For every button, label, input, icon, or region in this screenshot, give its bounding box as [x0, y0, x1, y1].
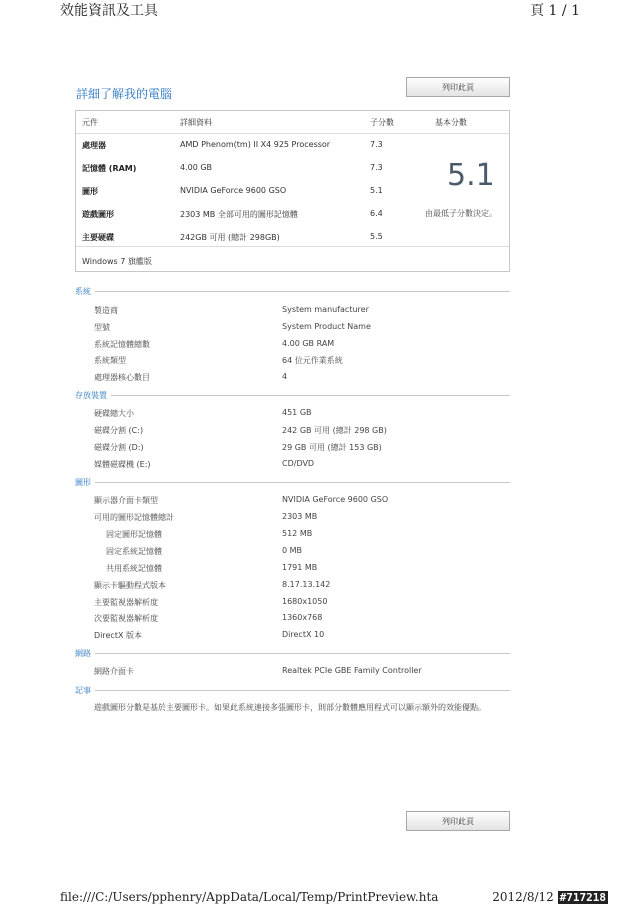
system-cores-label: 處理器核心數目 — [94, 373, 150, 382]
page-title: 詳細了解我的電腦 — [76, 87, 173, 101]
subscore-graphics: 5.1 — [370, 186, 383, 195]
section-divider — [75, 482, 510, 483]
system-model-value: System Product Name — [282, 322, 371, 331]
storage-total-value: 451 GB — [282, 408, 312, 417]
graphics-secondary-res-value: 1360x768 — [282, 613, 323, 622]
graphics-primary-res-label: 主要監視器解析度 — [94, 598, 158, 607]
col-header-subscore: 子分數 — [370, 118, 394, 127]
detail-ram: 4.00 GB — [180, 163, 213, 172]
section-network-label: 網路 — [75, 648, 95, 659]
section-system — [75, 286, 510, 296]
detail-primary-disk: 242GB 可用 (總計 298GB) — [180, 233, 280, 242]
section-graphics-label: 圖形 — [75, 477, 95, 488]
system-cores-value: 4 — [282, 372, 288, 381]
system-memory-value: 4.00 GB RAM — [282, 339, 335, 348]
storage-e-label: 媒體磁碟機 (E:) — [94, 460, 151, 469]
windows-edition: Windows 7 旗艦版 — [82, 257, 152, 266]
component-graphics: 圖形 — [82, 187, 98, 196]
print-footer-date — [492, 890, 608, 904]
watermark: #717218 — [559, 891, 606, 904]
section-system-label: 系統 — [75, 286, 95, 297]
system-memory-label: 系統記憶體總數 — [94, 340, 150, 349]
section-graphics — [75, 477, 510, 487]
detail-graphics: NVIDIA GeForce 9600 GSO — [180, 186, 287, 195]
storage-c-value: 242 GB 可用 (總計 298 GB) — [282, 426, 387, 435]
section-notes — [75, 685, 510, 695]
section-storage-label: 存放裝置 — [75, 390, 111, 401]
print-page-button-bottom[interactable]: 列印此頁 — [406, 811, 510, 831]
system-manufacturer-value: System manufacturer — [282, 305, 369, 314]
system-manufacturer-label: 製造商 — [94, 306, 118, 315]
graphics-shared-memory-label: 共用系統記憶體 — [106, 564, 162, 573]
component-gaming-graphics: 遊戲圖形 — [82, 210, 114, 219]
section-divider — [75, 291, 510, 292]
graphics-secondary-res-label: 次要監視器解析度 — [94, 614, 158, 623]
graphics-system-memory-label: 固定系統記憶體 — [106, 547, 162, 556]
section-storage — [75, 390, 510, 400]
storage-d-value: 29 GB 可用 (總計 153 GB) — [282, 443, 382, 452]
detail-gaming-graphics: 2303 MB 全部可用的圖形記憶體 — [180, 210, 298, 219]
section-divider — [75, 653, 510, 654]
component-cpu: 處理器 — [82, 141, 106, 150]
graphics-driver-label: 顯示卡驅動程式版本 — [94, 581, 166, 590]
component-ram: 記憶體 (RAM) — [82, 164, 137, 173]
storage-d-label: 磁碟分割 (D:) — [94, 443, 144, 452]
graphics-total-memory-value: 2303 MB — [282, 512, 318, 521]
print-footer-path: file:///C:/Users/pphenry/AppData/Local/Temp/PrintPreview.hta — [60, 890, 439, 904]
storage-total-label: 硬碟總大小 — [94, 409, 134, 418]
graphics-total-memory-label: 可用的圖形記憶體總計 — [94, 513, 174, 522]
section-network — [75, 648, 510, 658]
print-footer-date-text: 2012/8/12 — [492, 890, 554, 904]
score-table — [75, 110, 510, 272]
graphics-adapter-value: NVIDIA GeForce 9600 GSO — [282, 495, 389, 504]
graphics-shared-memory-value: 1791 MB — [282, 563, 318, 572]
graphics-primary-res-value: 1680x1050 — [282, 597, 328, 606]
base-score-value: 5.1 — [447, 158, 495, 193]
graphics-adapter-label: 顯示器介面卡類型 — [94, 496, 158, 505]
graphics-dedicated-memory-value: 512 MB — [282, 529, 313, 538]
graphics-directx-label: DirectX 版本 — [94, 631, 142, 640]
subscore-ram: 7.3 — [370, 163, 383, 172]
section-divider — [75, 395, 510, 396]
col-header-detail: 詳細資料 — [180, 118, 212, 127]
detail-cpu: AMD Phenom(tm) II X4 925 Processor — [180, 140, 331, 149]
subscore-gaming-graphics: 6.4 — [370, 209, 383, 218]
section-divider — [75, 690, 510, 691]
base-score-note: 由最低子分數決定。 — [425, 209, 497, 218]
notes-text: 遊戲圖形分數是基於主要圖形卡。如果此系統連接多張圖形卡，則部分數體應用程式可以顯示額外的效能優點。 — [94, 703, 486, 712]
graphics-system-memory-value: 0 MB — [282, 546, 303, 555]
print-page-button-top[interactable]: 列印此頁 — [406, 77, 510, 97]
network-adapter-label: 網路介面卡 — [94, 667, 134, 676]
col-header-component: 元件 — [82, 118, 98, 127]
subscore-cpu: 7.3 — [370, 140, 383, 149]
storage-c-label: 磁碟分割 (C:) — [94, 426, 144, 435]
network-adapter-value: Realtek PCIe GBE Family Controller — [282, 666, 422, 675]
system-model-label: 型號 — [94, 323, 110, 332]
print-header-title: 效能資訊及工具 — [60, 3, 158, 19]
system-type-label: 系統類型 — [94, 356, 126, 365]
col-header-base-score: 基本分數 — [435, 118, 467, 127]
graphics-dedicated-memory-label: 固定圖形記憶體 — [106, 530, 162, 539]
system-type-value: 64 位元作業系統 — [282, 356, 343, 365]
print-header-page: 頁 1 / 1 — [530, 3, 580, 19]
graphics-directx-value: DirectX 10 — [282, 630, 325, 639]
storage-e-value: CD/DVD — [282, 459, 315, 468]
section-notes-label: 記事 — [75, 685, 95, 696]
graphics-driver-value: 8.17.13.142 — [282, 580, 331, 589]
subscore-primary-disk: 5.5 — [370, 232, 383, 241]
component-primary-disk: 主要硬碟 — [82, 233, 114, 242]
